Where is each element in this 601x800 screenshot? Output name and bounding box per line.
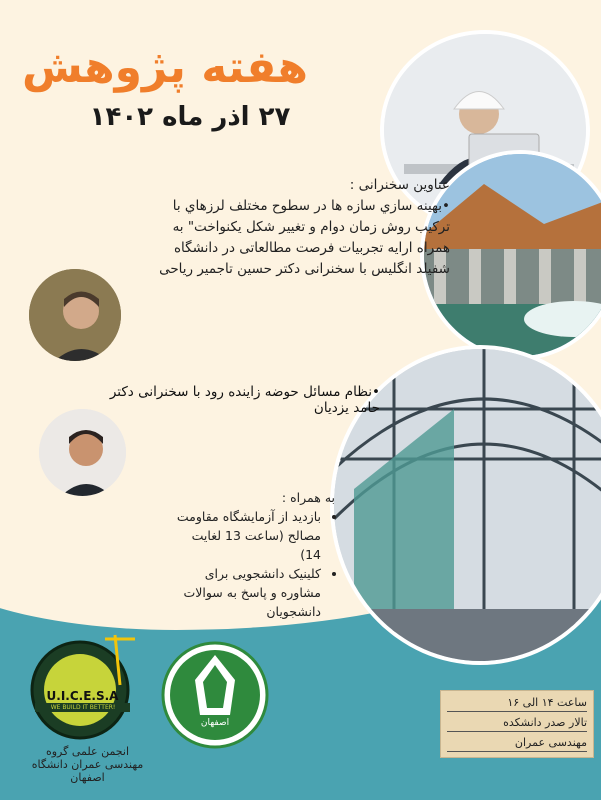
isfahan-logo-text: اصفهان (200, 718, 230, 728)
event-time: ساعت ۱۴ الی ۱۶ (447, 695, 587, 712)
event-date: ۲۷ اذر ماه ۱۴۰۲ (89, 102, 291, 132)
page-title: هفته پژوهش (21, 42, 309, 93)
with-list (170, 507, 335, 621)
talk-2-text: •نظام مسائل حوضه زاینده رود با سخنرانی دکتر حامد یزدیان (109, 384, 380, 416)
speakers-section (150, 175, 450, 280)
speakers-heading: عناوین سخنرانی : (349, 177, 450, 193)
list-item: • بازدید از آزمایشگاه مقاومت مصالح (ساعت 13 لغایت 14) (170, 507, 321, 564)
event-place: تالار صدر دانشکده (447, 715, 587, 732)
uicesa-name: U.I.C.E.S.A (46, 689, 119, 703)
event-faculty: مهندسی عمران (447, 735, 587, 752)
uicesa-logo (25, 625, 150, 745)
speaker-2-photo (35, 405, 130, 500)
list-item: • کلینیک دانشجویی برای مشاوره و پاسخ به سوالات دانشجویان (170, 564, 321, 621)
event-info-box (440, 690, 594, 758)
with-heading: به همراه : (281, 490, 335, 505)
isfahan-university-logo (160, 640, 270, 750)
uicesa-slogan: WE BUILD IT BETTER! (50, 704, 116, 711)
with-section (170, 488, 335, 621)
uicesa-caption: انجمن علمی گروه مهندسی عمران دانشگاه اصفهان (31, 745, 144, 784)
speaker-1-photo (25, 265, 125, 365)
talk-1-text: •بهینه سازي سازه ها در سطوح مختلف لرزهاي با ترکیب روش زمان دوام و تغییر شکل یکنواخت" به همراه ارایه تجربیات فرصت مطالعاتی در دانشگاه شفیلد انگلیس با سخنرانی دکتر حسین تاجمیر ریاحی (159, 198, 450, 277)
